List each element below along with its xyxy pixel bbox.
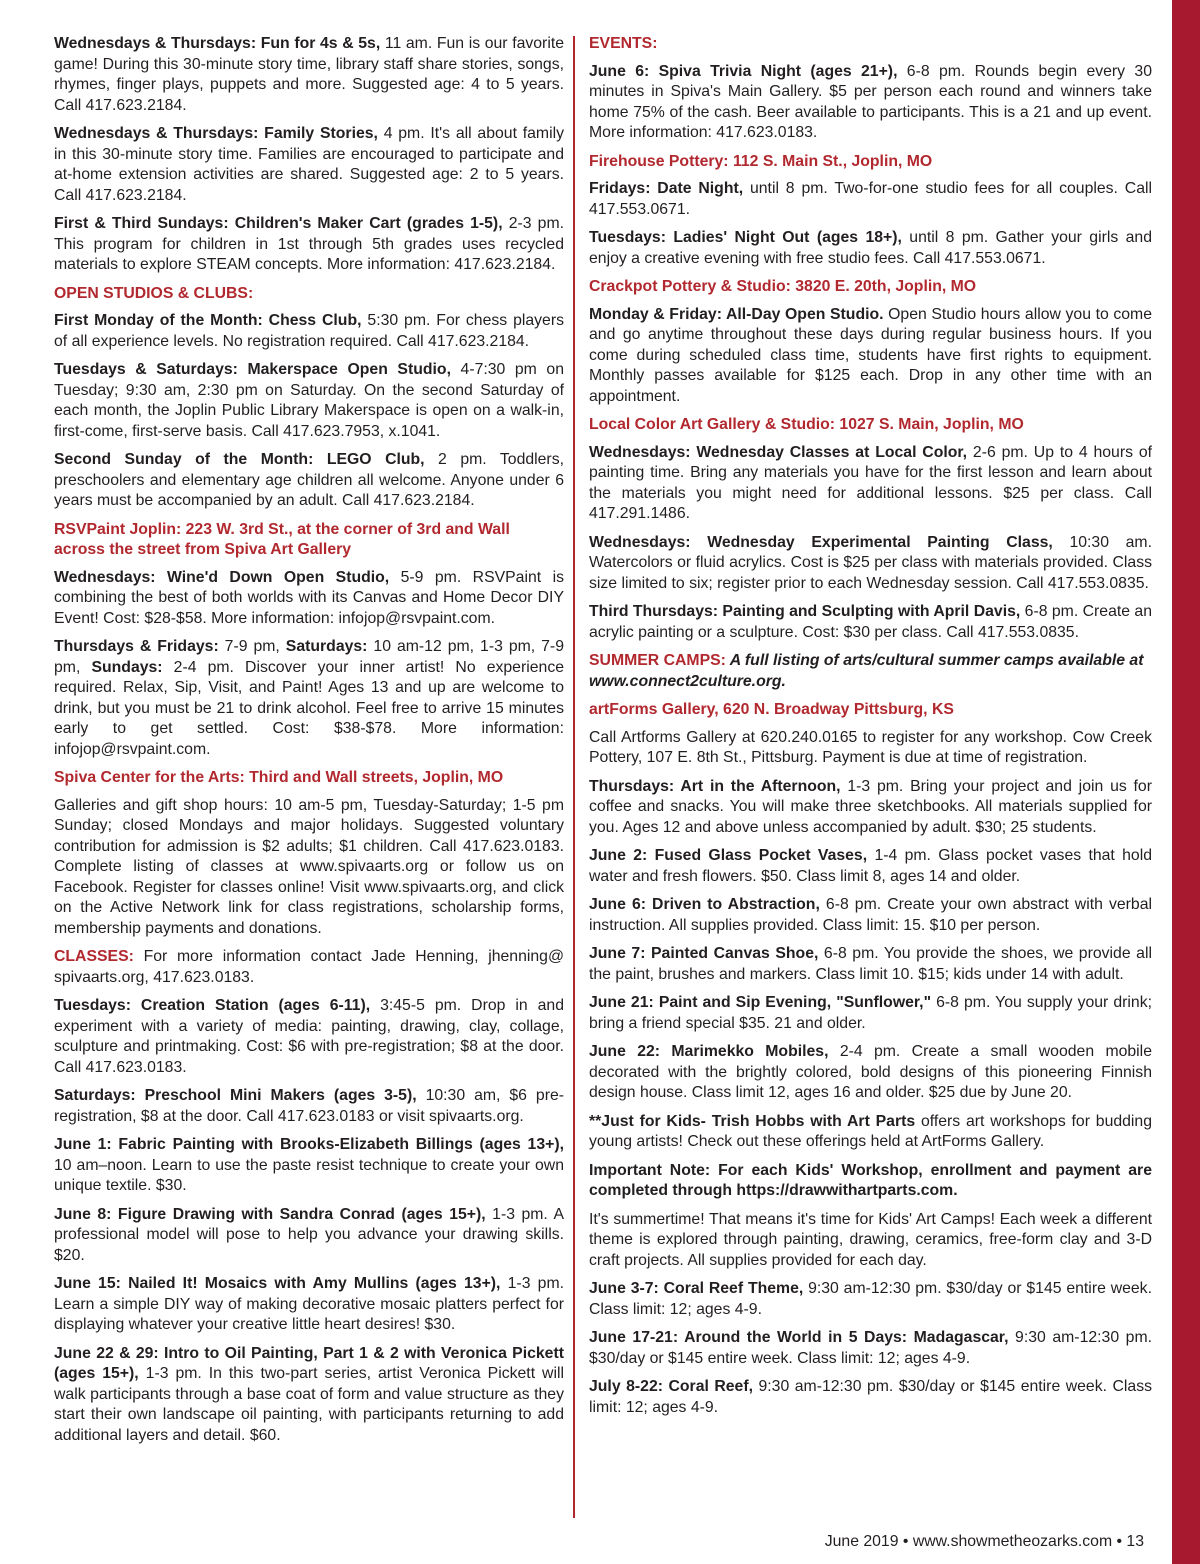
event-details: 1-3 pm. Bring your project and join us for coffee and snacks. You will make three sketchbooks. All materials supplied for you. Ages 12 and above unless accompanied by adult. $30; 25 students.	[589, 777, 1152, 836]
event-details: 4 pm. It's all about family in this 30-minute story time. Families are encouraged to participate and at-home extension activities are shared. Suggested age: 2 to 5 years. Call 417.623.2184.	[54, 125, 564, 204]
event-details: 1-4 pm. Glass pocket vases that hold water and fresh flowers. $50. Class limit 8, ages 14 and older.	[589, 847, 1152, 885]
event-title: July 8-22: Coral Reef,	[589, 1378, 753, 1395]
event-title: Third Thursdays: Painting and Sculpting with April Davis,	[589, 603, 1021, 620]
section-details: For more information contact Jade Henning, jhenning@ spivaarts.org, 417.623.0183.	[54, 948, 564, 986]
event-entry	[54, 637, 564, 760]
event-entry	[589, 62, 1152, 144]
event-entry	[589, 179, 1152, 220]
event-details: 2-6 pm. Up to 4 hours of painting time. Bring any materials you have for the first lesson and learn about the materials you might need for additional lessons. $25 per class. Call 417.291.1486.	[589, 443, 1153, 522]
event-entry	[589, 602, 1152, 643]
section-label: SUMMER CAMPS:	[589, 652, 726, 669]
section-heading: RSVPaint Joplin: 223 W. 3rd St., at the corner of 3rd and Wall across the street from Spiva Art Gallery	[54, 520, 510, 558]
event-entry	[589, 1377, 1152, 1418]
event-title: First Monday of the Month: Chess Club,	[54, 312, 362, 329]
section-details: A full listing of arts/cultural summer camps available at www.connect2culture.org.	[589, 652, 1144, 690]
event-entry	[589, 1328, 1152, 1369]
event-details: 6-8 pm. You supply your drink; bring a friend special $35. 21 and older.	[589, 994, 1153, 1032]
event-details: until 8 pm. Two-for-one studio fees for all couples. Call 417.553.0671.	[589, 180, 1152, 218]
event-days: Sundays:	[91, 658, 163, 676]
event-details: 10 am–noon. Learn to use the paste resist technique to create your own unique textile. $30.	[54, 1156, 564, 1194]
event-details: 1-3 pm. A professional model will pose to help you advance your drawing skills. $20.	[54, 1205, 564, 1264]
event-title: June 17-21: Around the World in 5 Days: Madagascar,	[589, 1329, 1009, 1346]
event-entry	[589, 443, 1152, 525]
event-title: June 6: Driven to Abstraction,	[589, 896, 820, 913]
event-title: Tuesdays: Ladies' Night Out (ages 18+),	[589, 229, 902, 246]
event-title: June 2: Fused Glass Pocket Vases,	[589, 847, 868, 864]
event-days: Saturdays:	[285, 638, 368, 655]
event-title: June 7: Painted Canvas Shoe,	[589, 945, 819, 962]
page-edge-color-bar	[1172, 0, 1200, 1564]
info-paragraph: Call Artforms Gallery at 620.240.0165 to register for any workshop. Cow Creek Pottery, 107 E. 8th St., Pittsburg. Payment is due at time of registration.	[589, 728, 1152, 766]
event-entry	[54, 124, 564, 206]
event-entry	[589, 1112, 1152, 1153]
event-title: Wednesdays: Wednesday Experimental Painting Class,	[589, 533, 1053, 551]
event-entry	[54, 360, 564, 442]
event-entry	[589, 1042, 1152, 1104]
event-entry	[589, 777, 1152, 839]
event-details: 2-4 pm. Create a small wooden mobile decorated with the brightly colored, bold designs of this pioneering Finnish design house. Class limit 12, ages 16 and older. $25 due by June 20.	[589, 1043, 1152, 1101]
event-title: **Just for Kids- Trish Hobbs with Art Parts	[589, 1112, 916, 1130]
event-title: Fridays: Date Night,	[589, 180, 744, 197]
event-entry	[54, 1274, 564, 1336]
event-entry	[589, 846, 1152, 887]
event-entry	[54, 214, 564, 276]
event-title: First & Third Sundays: Children's Maker Cart (grades 1-5),	[54, 215, 503, 232]
event-details: 2 pm. Toddlers, preschoolers and elementary age children all welcome. Anyone under 6 years must be accompanied by an adult. Call 417.623.2184.	[54, 451, 564, 509]
event-title: June 15: Nailed It! Mosaics with Amy Mullins (ages 13+),	[54, 1275, 501, 1292]
event-details: 6-8 pm. Create your own abstract with verbal instruction. All supplies provided. Class limit: 15. $10 per person.	[589, 896, 1152, 934]
event-title: June 22: Marimekko Mobiles,	[589, 1043, 829, 1060]
event-entry	[54, 1086, 564, 1127]
event-entry	[54, 1344, 564, 1447]
event-title: Tuesdays: Creation Station (ages 6-11),	[54, 997, 371, 1014]
section-heading: Local Color Art Gallery & Studio: 1027 S. Main, Joplin, MO	[589, 416, 1024, 433]
event-title: Monday & Friday: All-Day Open Studio.	[589, 305, 884, 323]
event-entry	[589, 895, 1152, 936]
event-entry	[54, 311, 564, 352]
event-details: 10 am-12 pm, 1-3 pm, 7-9 pm,	[54, 638, 564, 676]
event-entry	[589, 228, 1152, 269]
section-heading: Spiva Center for the Arts: Third and Wall streets, Joplin, MO	[54, 769, 504, 786]
event-entry	[589, 533, 1152, 595]
section-heading: artForms Gallery, 620 N. Broadway Pittsburg, KS	[589, 701, 954, 718]
right-column	[589, 34, 1152, 1426]
section-label: CLASSES:	[54, 948, 134, 965]
event-details: 6-8 pm. You provide the shoes, we provide all the paint, brushes and markers. Class limit 10. $15; kids under 14 with adult.	[589, 945, 1152, 983]
event-details: 5:30 pm. For chess players of all experience levels. No registration required. Call 417.623.2184.	[54, 312, 565, 350]
event-title: June 3-7: Coral Reef Theme,	[589, 1280, 804, 1297]
event-title: June 21: Paint and Sip Evening, "Sunflower,"	[589, 994, 932, 1011]
classes-intro	[54, 947, 564, 988]
summer-camps-note	[589, 651, 1152, 692]
event-title: Thursdays: Art in the Afternoon,	[589, 777, 841, 795]
event-entry	[589, 305, 1152, 408]
event-entry	[589, 944, 1152, 985]
column-divider	[573, 36, 575, 1518]
event-details: 1-3 pm. In this two-part series, artist Veronica Pickett will walk participants through a base coat of form and value structure as they start their own landscape oil painting, with participants returning to add additional layers and detail. $60.	[54, 1365, 564, 1444]
event-details: 4-7:30 pm on Tuesday; 9:30 am, 2:30 pm on Saturday. On the second Saturday of each month, the Joplin Public Library Makerspace is open on a walk-in, first-come, first-serve basis. Call 417.623.7953, x.1041.	[54, 361, 564, 440]
event-details: 7-9 pm,	[218, 638, 286, 655]
event-entry	[589, 1279, 1152, 1320]
event-details: 5-9 pm. RSVPaint is combining the best of both worlds with its Canvas and Home Decor DIY Event! Cost: $28-$58. More information: infojop@rsvpaint.com.	[54, 568, 564, 627]
event-title: Wednesdays & Thursdays: Fun for 4s & 5s,	[54, 35, 381, 52]
footer-issue: June 2019	[824, 1533, 899, 1550]
event-entry	[589, 993, 1152, 1034]
event-title: Saturdays: Preschool Mini Makers (ages 3-5),	[54, 1087, 417, 1104]
section-heading: Firehouse Pottery: 112 S. Main St., Joplin, MO	[589, 152, 933, 170]
event-title: Wednesdays & Thursdays: Family Stories,	[54, 125, 378, 142]
event-title: Tuesdays & Saturdays: Makerspace Open Studio,	[54, 361, 451, 378]
section-heading: EVENTS:	[589, 35, 658, 52]
event-details: Open Studio hours allow you to come and go anytime throughout these days during regular business hours. If you come during scheduled class time, students have first rights to equipment. Monthly passes available for $125 each. Drop in any other time with an appointment.	[589, 305, 1152, 405]
event-title: June 6: Spiva Trivia Night (ages 21+),	[589, 62, 898, 80]
section-heading: Crackpot Pottery & Studio: 3820 E. 20th, Joplin, MO	[589, 278, 977, 295]
info-paragraph: It's summertime! That means it's time for Kids' Art Camps! Each week a different theme is explored through painting, drawing, ceramics, free-form clay and 3-D craft projects. All supplies provided for each day.	[589, 1210, 1152, 1269]
event-details: 6-8 pm. Rounds begin every 30 minutes in Spiva's Main Gallery. $5 per person each round and winners take home 75% of the cash. Beer available to participants. This is a 21 and up event. More information: 417.623.0183.	[589, 62, 1152, 141]
event-details: 2-4 pm. Discover your inner artist! No experience required. Relax, Sip, Visit, and Paint! Ages 13 and up are welcome to drink, but you must be 21 to drink alcohol. Feel free to arrive 15 minutes early to get settled. Cost: $38-$78. More information: infojop@rsvpaint.com.	[54, 658, 564, 758]
event-details: 6-8 pm. Create an acrylic painting or a sculpture. Cost: $30 per class. Call 417.553.0835.	[589, 603, 1152, 641]
event-details: until 8 pm. Gather your girls and enjoy a creative evening with free studio fees. Call 417.553.0671.	[589, 229, 1152, 267]
event-title: June 8: Figure Drawing with Sandra Conrad (ages 15+),	[54, 1205, 486, 1223]
info-paragraph: Galleries and gift shop hours: 10 am-5 pm, Tuesday-Saturday; 1-5 pm Sunday; closed Mondays and major holidays. Suggested voluntary contribution for admission is $2 adults; $1 children. Call 417.623.0183. Complete listing of classes at www.spivaarts.org or follow us on Facebook. Register for classes online! Visit www.spivaarts.org, and click on the Active Network link for class registrations, scholarship forms, membership payments and donations.	[54, 796, 564, 937]
footer-website[interactable]: www.showmetheozarks.com	[912, 1533, 1113, 1550]
event-entry	[54, 568, 564, 630]
event-details: 10:30 am. Watercolors or fluid acrylics. Cost is $25 per class with materials provided. Class size limited to six; register prior to each Wednesday session. Call 417.553.0835.	[589, 533, 1152, 592]
section-heading: OPEN STUDIOS & CLUBS:	[54, 284, 254, 302]
page-footer: June 2019 • www.showmetheozarks.com • 13	[824, 1533, 1144, 1550]
event-details: 3:45-5 pm. Drop in and experiment with a variety of media: painting, drawing, clay, collage, sculpture and printmaking. Cost: $6 with pre-registration; $8 at the door. Call 417.623.0183.	[54, 997, 564, 1076]
event-entry	[54, 34, 564, 116]
event-entry	[54, 1205, 564, 1267]
event-details: 2-3 pm. This program for children in 1st through 5th grades uses recycled materials to explore STEAM concepts. More information: 417.623.2184.	[54, 215, 564, 273]
event-title: June 22 & 29: Intro to Oil Painting, Part 1 & 2 with Veronica Pickett (ages 15+),	[54, 1344, 564, 1382]
event-title: Wednesdays: Wednesday Classes at Local Color,	[589, 443, 968, 461]
event-details: 9:30 am-12:30 pm. $30/day or $145 entire week. Class limit: 12; ages 4-9.	[589, 1329, 1152, 1367]
event-details: 10:30 am, $6 pre-registration, $8 at the door. Call 417.623.0183 or visit spivaarts.org.	[54, 1087, 564, 1125]
event-details: offers art workshops for budding young artists! Check out these offerings held at ArtForms Gallery.	[589, 1112, 1153, 1150]
event-details: 9:30 am-12:30 pm. $30/day or $145 entire week. Class limit: 12; ages 4-9.	[589, 1378, 1152, 1416]
event-details: 1-3 pm. Learn a simple DIY way of making decorative mosaic platters perfect for displaying whatever your creative little heart desires! $30.	[54, 1275, 565, 1333]
event-details: 11 am. Fun is our favorite game! During this 30-minute story time, library staff share stories, songs, rhymes, finger plays, puppets and more. Suggested age: 4 to 5 years. Call 417.623.2184.	[54, 35, 565, 114]
event-title: June 1: Fabric Painting with Brooks-Elizabeth Billings (ages 13+),	[54, 1136, 564, 1153]
event-title: Wednesdays: Wine'd Down Open Studio,	[54, 568, 390, 586]
event-entry	[54, 996, 564, 1078]
event-details: 9:30 am-12:30 pm. $30/day or $145 entire week. Class limit: 12; ages 4-9.	[589, 1280, 1152, 1318]
important-note: Important Note: For each Kids' Workshop, enrollment and payment are completed through https://drawwithartparts.com.	[589, 1161, 1152, 1199]
event-title: Second Sunday of the Month: LEGO Club,	[54, 451, 425, 468]
left-column	[54, 34, 564, 1454]
footer-page-number: 13	[1126, 1533, 1144, 1550]
event-entry	[54, 1135, 564, 1197]
event-days: Thursdays & Fridays:	[54, 638, 219, 655]
event-entry	[54, 450, 564, 512]
